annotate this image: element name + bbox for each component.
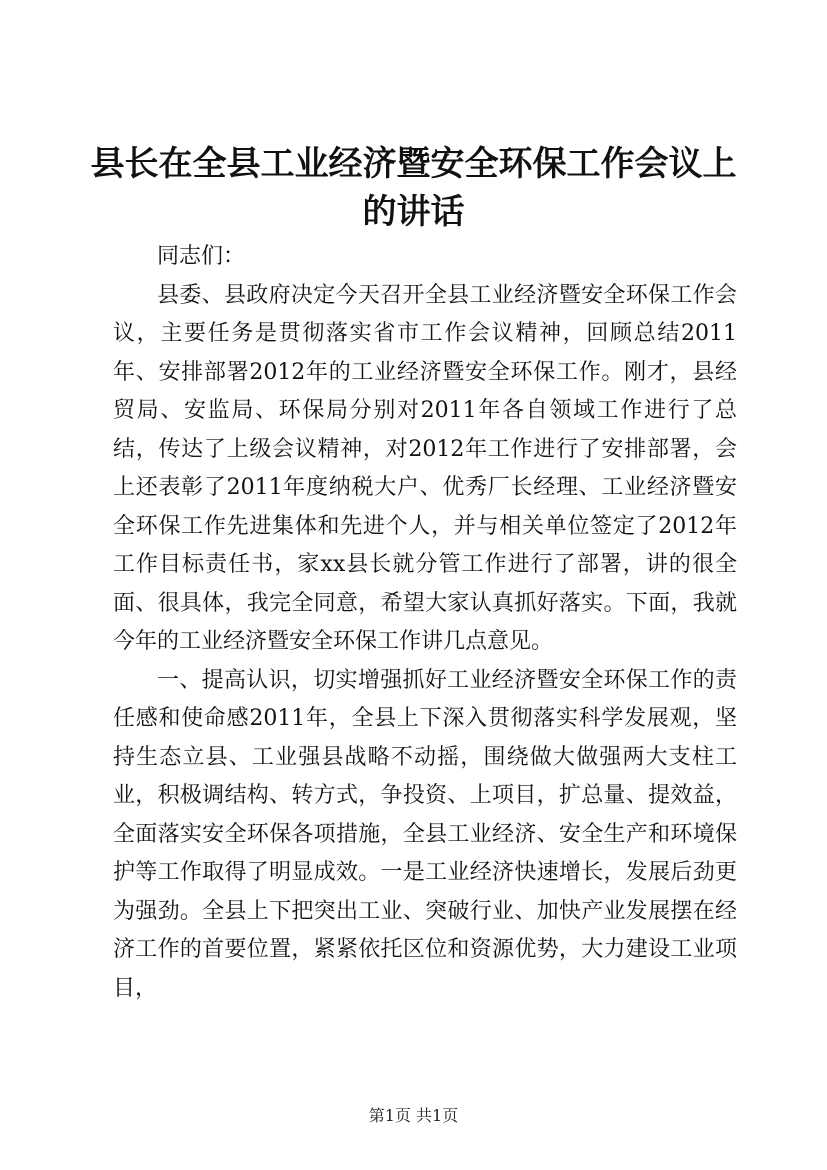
document-title: 县长在全县工业经济暨安全环保工作会议上的讲话 xyxy=(90,144,737,232)
document-body xyxy=(113,238,737,1008)
paragraph-section-one: 一、提高认识，切实增强抓好工业经济暨安全环保工作的责任感和使命感2011年，全县上下深入贯彻落实科学发展观，坚持生态立县、工业强县战略不动摇，围绕做大做强两大支柱工业，积极调结构、转方式，争投资、上项目，扩总量、提效益，全面落实安全环保各项措施，全县工业经济、安全生产和环境保护等工作取得了明显成效。一是工业经济快速增长，发展后劲更为强劲。全县上下把突出工业、突破行业、加快产业发展摆在经济工作的首要位置，紧紧依托区位和资源优势，大力建设工业项目， xyxy=(113,667,737,1001)
page-footer: 第1页 共1页 xyxy=(368,1106,459,1125)
paragraph-intro: 县委、县政府决定今天召开全县工业经济暨安全环保工作会议，主要任务是贯彻落实省市工作会议精神，回顾总结2011年、安排部署2012年的工业经济暨安全环保工作。刚才，县经贸局、安监局、环保局分别对2011年各自领域工作进行了总结，传达了上级会议精神，对2012年工作进行了安排部署，会上还表彰了2011年度纳税大户、优秀厂长经理、工业经济暨安全环保工作先进集体和先进个人，并与相关单位签定了2012年工作目标责任书，家xx县长就分管工作进行了部署，讲的很全面、很具体，我完全同意，希望大家认真抓好落实。下面，我就今年的工业经济暨安全环保工作讲几点意见。 xyxy=(113,282,737,654)
salutation: 同志们： xyxy=(157,244,246,269)
